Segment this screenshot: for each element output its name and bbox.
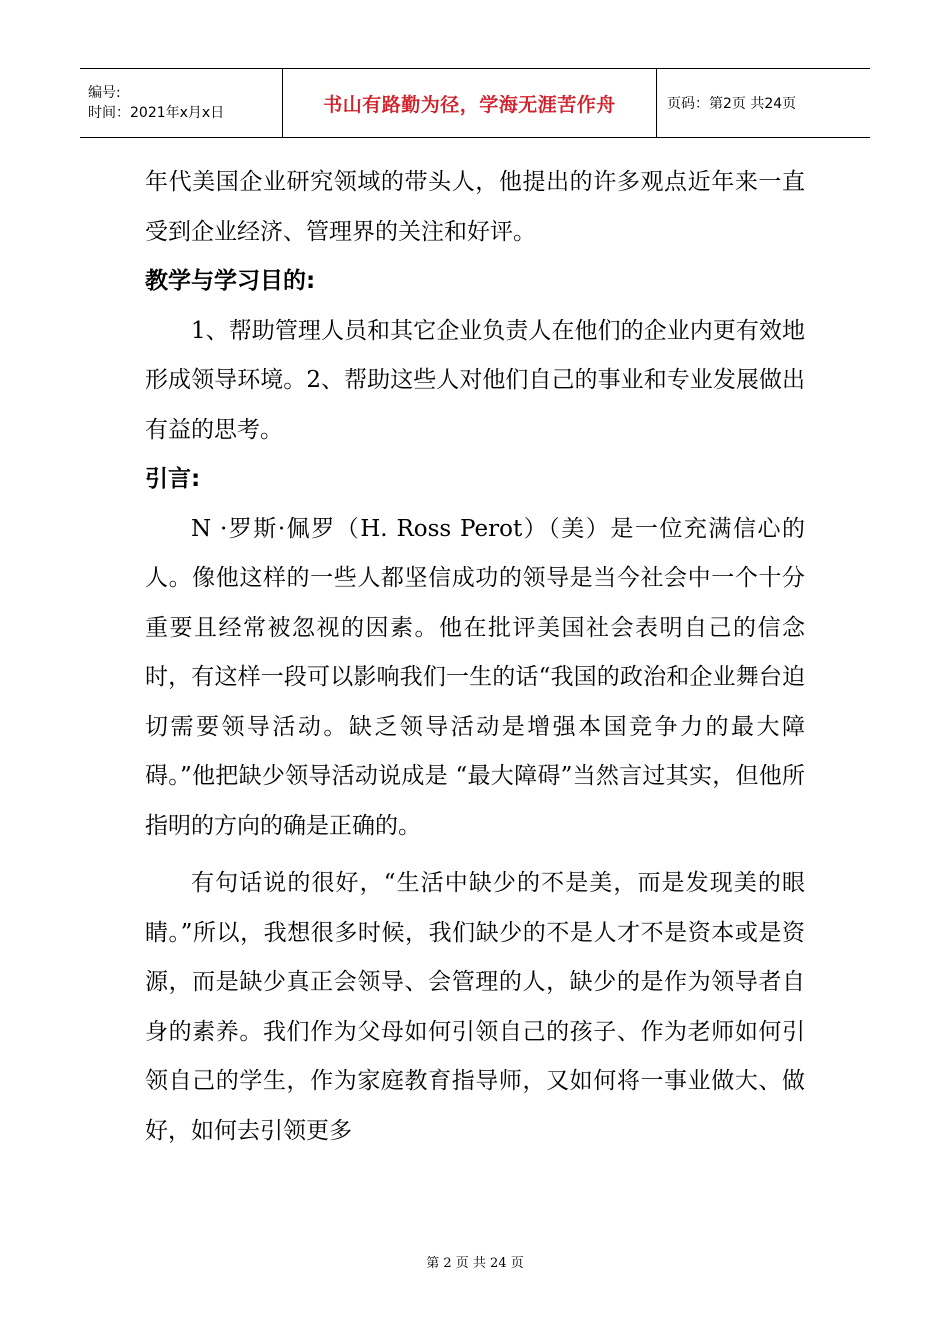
page-footer: 第 2 页 共 24 页 (426, 1256, 524, 1271)
document-body (145, 158, 805, 1156)
section-heading-introduction: 引言: (145, 466, 201, 492)
paragraph-objectives: 1、帮助管理人员和其它企业负责人在他们的企业内更有效地形成领导环境。2、帮助这些人对他们自己的事业和专业发展做出有益的思考。 (145, 317, 805, 443)
document-number-label: 编号: (88, 85, 121, 101)
paragraph-introduction: N ·罗斯·佩罗（H. Ross Perot）（美）是一位充满信心的人。像他这样的一些人都坚信成功的领导是当今社会中一个十分重要且经常被忽视的因素。他在批评美国社会表明自己的信念时，有这样一段可以影响我们一生的话“我国的政治和企业舞台迫切需要领导活动。缺乏领导活动是增强本国竞争力的最大障碍。”他把缺少领导活动说成是 “最大障碍”当然言过其实，但他所指明的方向的确是正确的。 (145, 515, 805, 839)
paragraph-saying: 有句话说的很好，“生活中缺少的不是美，而是发现美的眼睛。”所以，我想很多时候，我们缺少的不是人才不是资本或是资源，而是缺少真正会领导、会管理的人，缺少的是作为领导者自身的素养。我们作为父母如何引领自己的孩子、作为老师如何引领自己的学生，作为家庭教育指导师，又如何将一事业做大、做好，如何去引领更多 (145, 870, 805, 1144)
header-page-info: 页码：第2页 共24页 (667, 96, 797, 112)
document-time-label: 时间：2021年x月x日 (88, 105, 225, 121)
header-page-cell (657, 69, 870, 137)
section-heading-objectives: 教学与学习目的: (145, 268, 316, 294)
header-motto: 书山有路勤为径，学海无涯苦作舟 (323, 93, 616, 116)
header-left-cell (80, 69, 282, 137)
header-motto-cell (282, 69, 657, 137)
page-header (80, 68, 870, 138)
paragraph-continuation: 年代美国企业研究领域的带头人，他提出的许多观点近年来一直受到企业经济、管理界的关注和好评。 (145, 169, 805, 245)
